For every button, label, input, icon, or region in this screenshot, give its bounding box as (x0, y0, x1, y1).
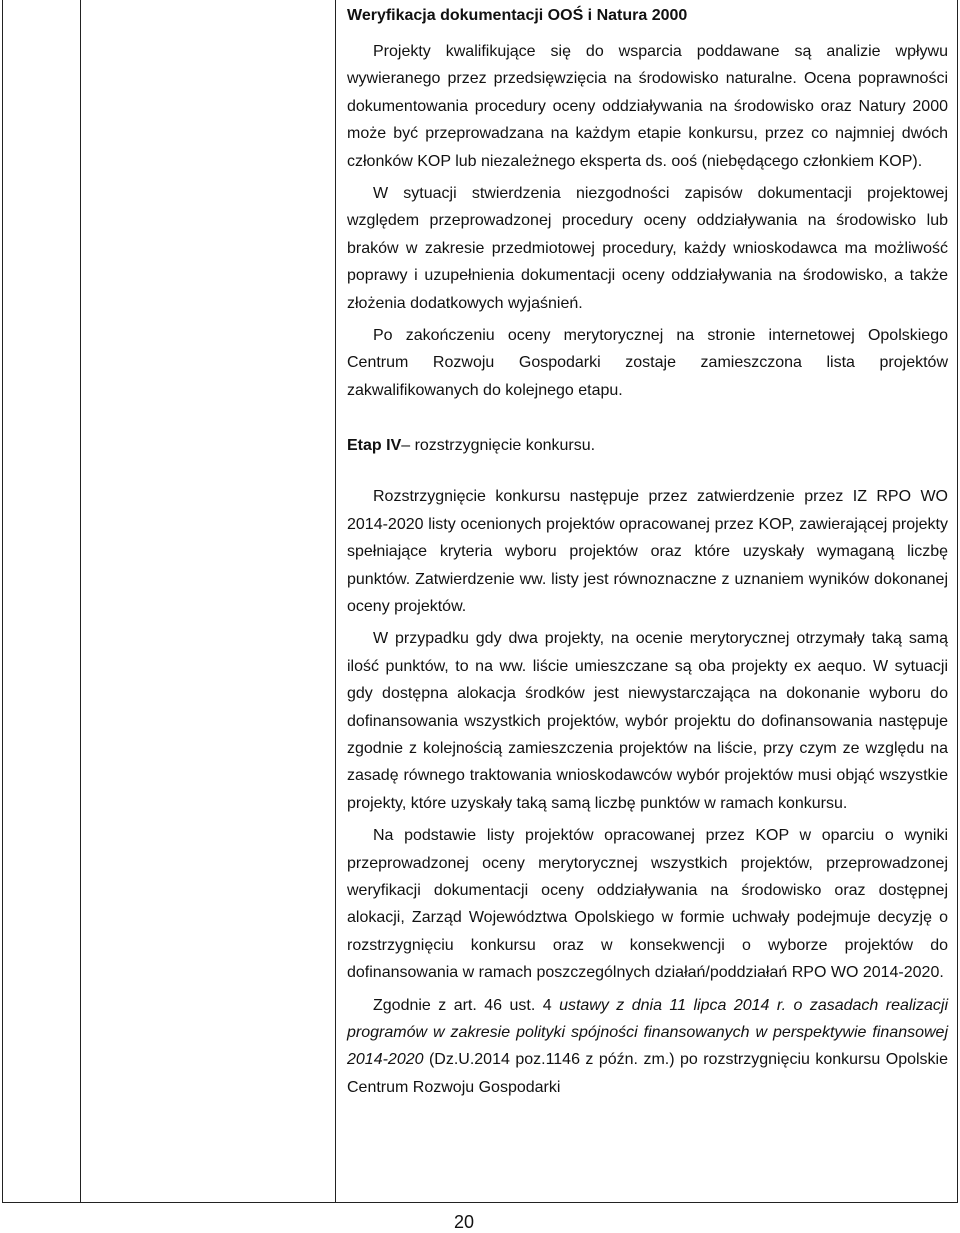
legal-tail: (Dz.U.2014 poz.1146 z późn. zm.) po rozstrzygnięciu konkursu Opolskie Centrum Rozwoju Gospodarki (347, 1051, 948, 1096)
paragraph: W przypadku gdy dwa projekty, na ocenie merytorycznej otrzymały taką samą ilość punktów, to na ww. liście umieszczane są oba projekty ex aequo. W sytuacji gdy dostępna alokacja środków jest niewystarczająca na dokonanie wyboru do dofinansowania wszystkich projektów, wybór projektu do dofinansowania następuje zgodnie z kolejnością zamieszczenia projektów na liście, przy czym ze względu na zasadę równego traktowania wnioskodawców wybór projektów musi objąć wszystkie projekty, które uzyskały taką samą liczbę punktów w ramach konkursu. (347, 630, 948, 812)
section-heading: Weryfikacja dokumentacji OOŚ i Natura 2000 (347, 7, 688, 24)
paragraph: Rozstrzygnięcie konkursu następuje przez zatwierdzenie przez IZ RPO WO 2014-2020 listy ocenionych projektów opracowanej przez KOP, zawierającej projekty spełniające kryteria wyboru projektów oraz które uzyskały wymaganą liczbę punktów. Zatwierdzenie ww. listy jest równoznaczne z uznaniem wyników dokonanej oceny projektów. (347, 488, 948, 615)
legal-reference (347, 992, 948, 1102)
column-divider-left (80, 0, 81, 1203)
stage-label: Etap IV (347, 437, 402, 455)
page-number: 20 (453, 1212, 475, 1232)
paragraph: W sytuacji stwierdzenia niezgodności zapisów dokumentacji projektowej względem przeprowadzonej procedury oceny oddziaływania na środowisko lub braków w zakresie przedmiotowej procedury, każdy wnioskodawca ma możliwość poprawy i uzupełnienia dokumentacji oceny oddziaływania na środowisko, a także złożenia dodatkowych wyjaśnień. (347, 185, 948, 312)
paragraph: Projekty kwalifikujące się do wsparcia poddawane są analizie wpływu wywieranego przez przedsięwzięcia na środowisko naturalne. Ocena poprawności dokumentowania procedury oceny oddziaływania na środowisko oraz Natury 2000 może być przeprowadzana na każdym etapie konkursu, przez co najmniej dwóch członków KOP lub niezależnego eksperta ds. ooś (niebędącego członkiem KOP). (347, 43, 948, 170)
stage-heading (347, 432, 948, 459)
legal-act-title: ustawy z dnia 11 lipca 2014 r. o zasadach realizacji programów w zakresie polityki spójności finansowanych w perspektywie finansowej 2014-2020 (347, 996, 948, 1069)
legal-lead: Zgodnie z art. 46 ust. 4 (373, 996, 560, 1014)
column-divider-right (335, 0, 336, 1203)
stage-title: – rozstrzygnięcie konkursu. (401, 437, 596, 455)
paragraph: Po zakończeniu oceny merytorycznej na stronie internetowej Opolskiego Centrum Rozwoju Gospodarki zostaje zamieszczona lista projektów zakwalifikowanych do kolejnego etapu. (347, 327, 948, 399)
paragraph: Na podstawie listy projektów opracowanej przez KOP w oparciu o wyniki przeprowadzonej oceny merytorycznej wszystkich projektów, przeprowadzonej weryfikacji dokumentacji oceny oddziaływania na środowisko oraz dostępnej alokacji, Zarząd Województwa Opolskiego w formie uchwały podejmuje decyzję o rozstrzygnięciu konkursu oraz w konsekwencji o wyborze projektów do dofinansowania w ramach poszczególnych działań/poddziałań RPO WO 2014-2020. (347, 827, 948, 982)
content-cell (347, 4, 948, 1101)
